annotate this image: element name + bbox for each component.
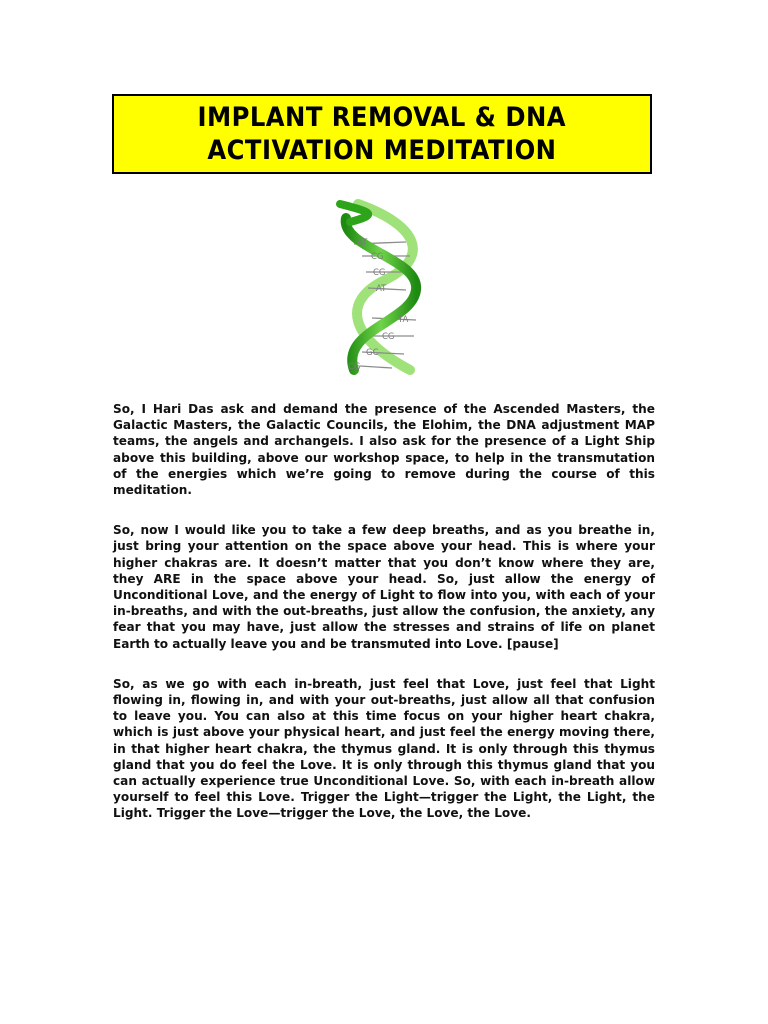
base-pair-label: GC — [366, 348, 379, 358]
paragraph-2: So, now I would like you to take a few deep breaths, and as you breathe in, just bring your attention on the space above your head. This is where your higher chakras are. It doesn’t matter that you don’t know where they are, they ARE in the space above your head. So, just allow the energy of Unconditional Love, and the energy of Light to flow into you, with each of your in-breaths, and with the out-breaths, just allow the confusion, the anxiety, any fear that you may have, just allow the stresses and strains of life on planet Earth to actually leave you and be transmuted into Love. [pause] — [113, 523, 655, 651]
base-pair-label: CG — [371, 252, 384, 262]
dna-helix-illustration — [310, 198, 460, 376]
base-pair-label: CG — [373, 268, 386, 278]
base-pair-label: CG — [348, 362, 361, 372]
paragraph-1: So, I Hari Das ask and demand the presence of the Ascended Masters, the Galactic Masters, the Galactic Councils, the Elohim, the DNA adjustment MAP teams, the angels and archangels. I also ask for the presence of a Light Ship above this building, above our workshop space, to help in the transmutation of the energies which we’re going to remove during the course of this meditation. — [113, 402, 655, 498]
base-pair-label: AT — [357, 238, 368, 248]
title-line-2: ACTIVATION MEDITATION — [207, 135, 557, 166]
base-pair-label: CG — [382, 332, 395, 342]
title-banner — [112, 94, 652, 174]
meditation-text — [113, 401, 655, 846]
title-line-1: IMPLANT REMOVAL & DNA — [197, 102, 567, 133]
paragraph-3: So, as we go with each in-breath, just feel that Love, just feel that Light flowing in, flowing in, and with your out-breaths, just allow all that confusion to leave you. You can also at this time focus on your higher heart chakra, which is just above your physical heart, and just feel the energy moving there, in that higher heart chakra, the thymus gland. It is only through this thymus gland that you do feel the Love. It is only through this thymus gland that you can actually experience true Unconditional Love. So, with each in-breath allow yourself to feel this Love. Trigger the Light—trigger the Light, the Light, the Light. Trigger the Love—trigger the Love, the Love, the Love. — [113, 676, 655, 821]
base-pair-label: TA — [398, 315, 409, 325]
base-pair-label: AT — [376, 284, 387, 294]
